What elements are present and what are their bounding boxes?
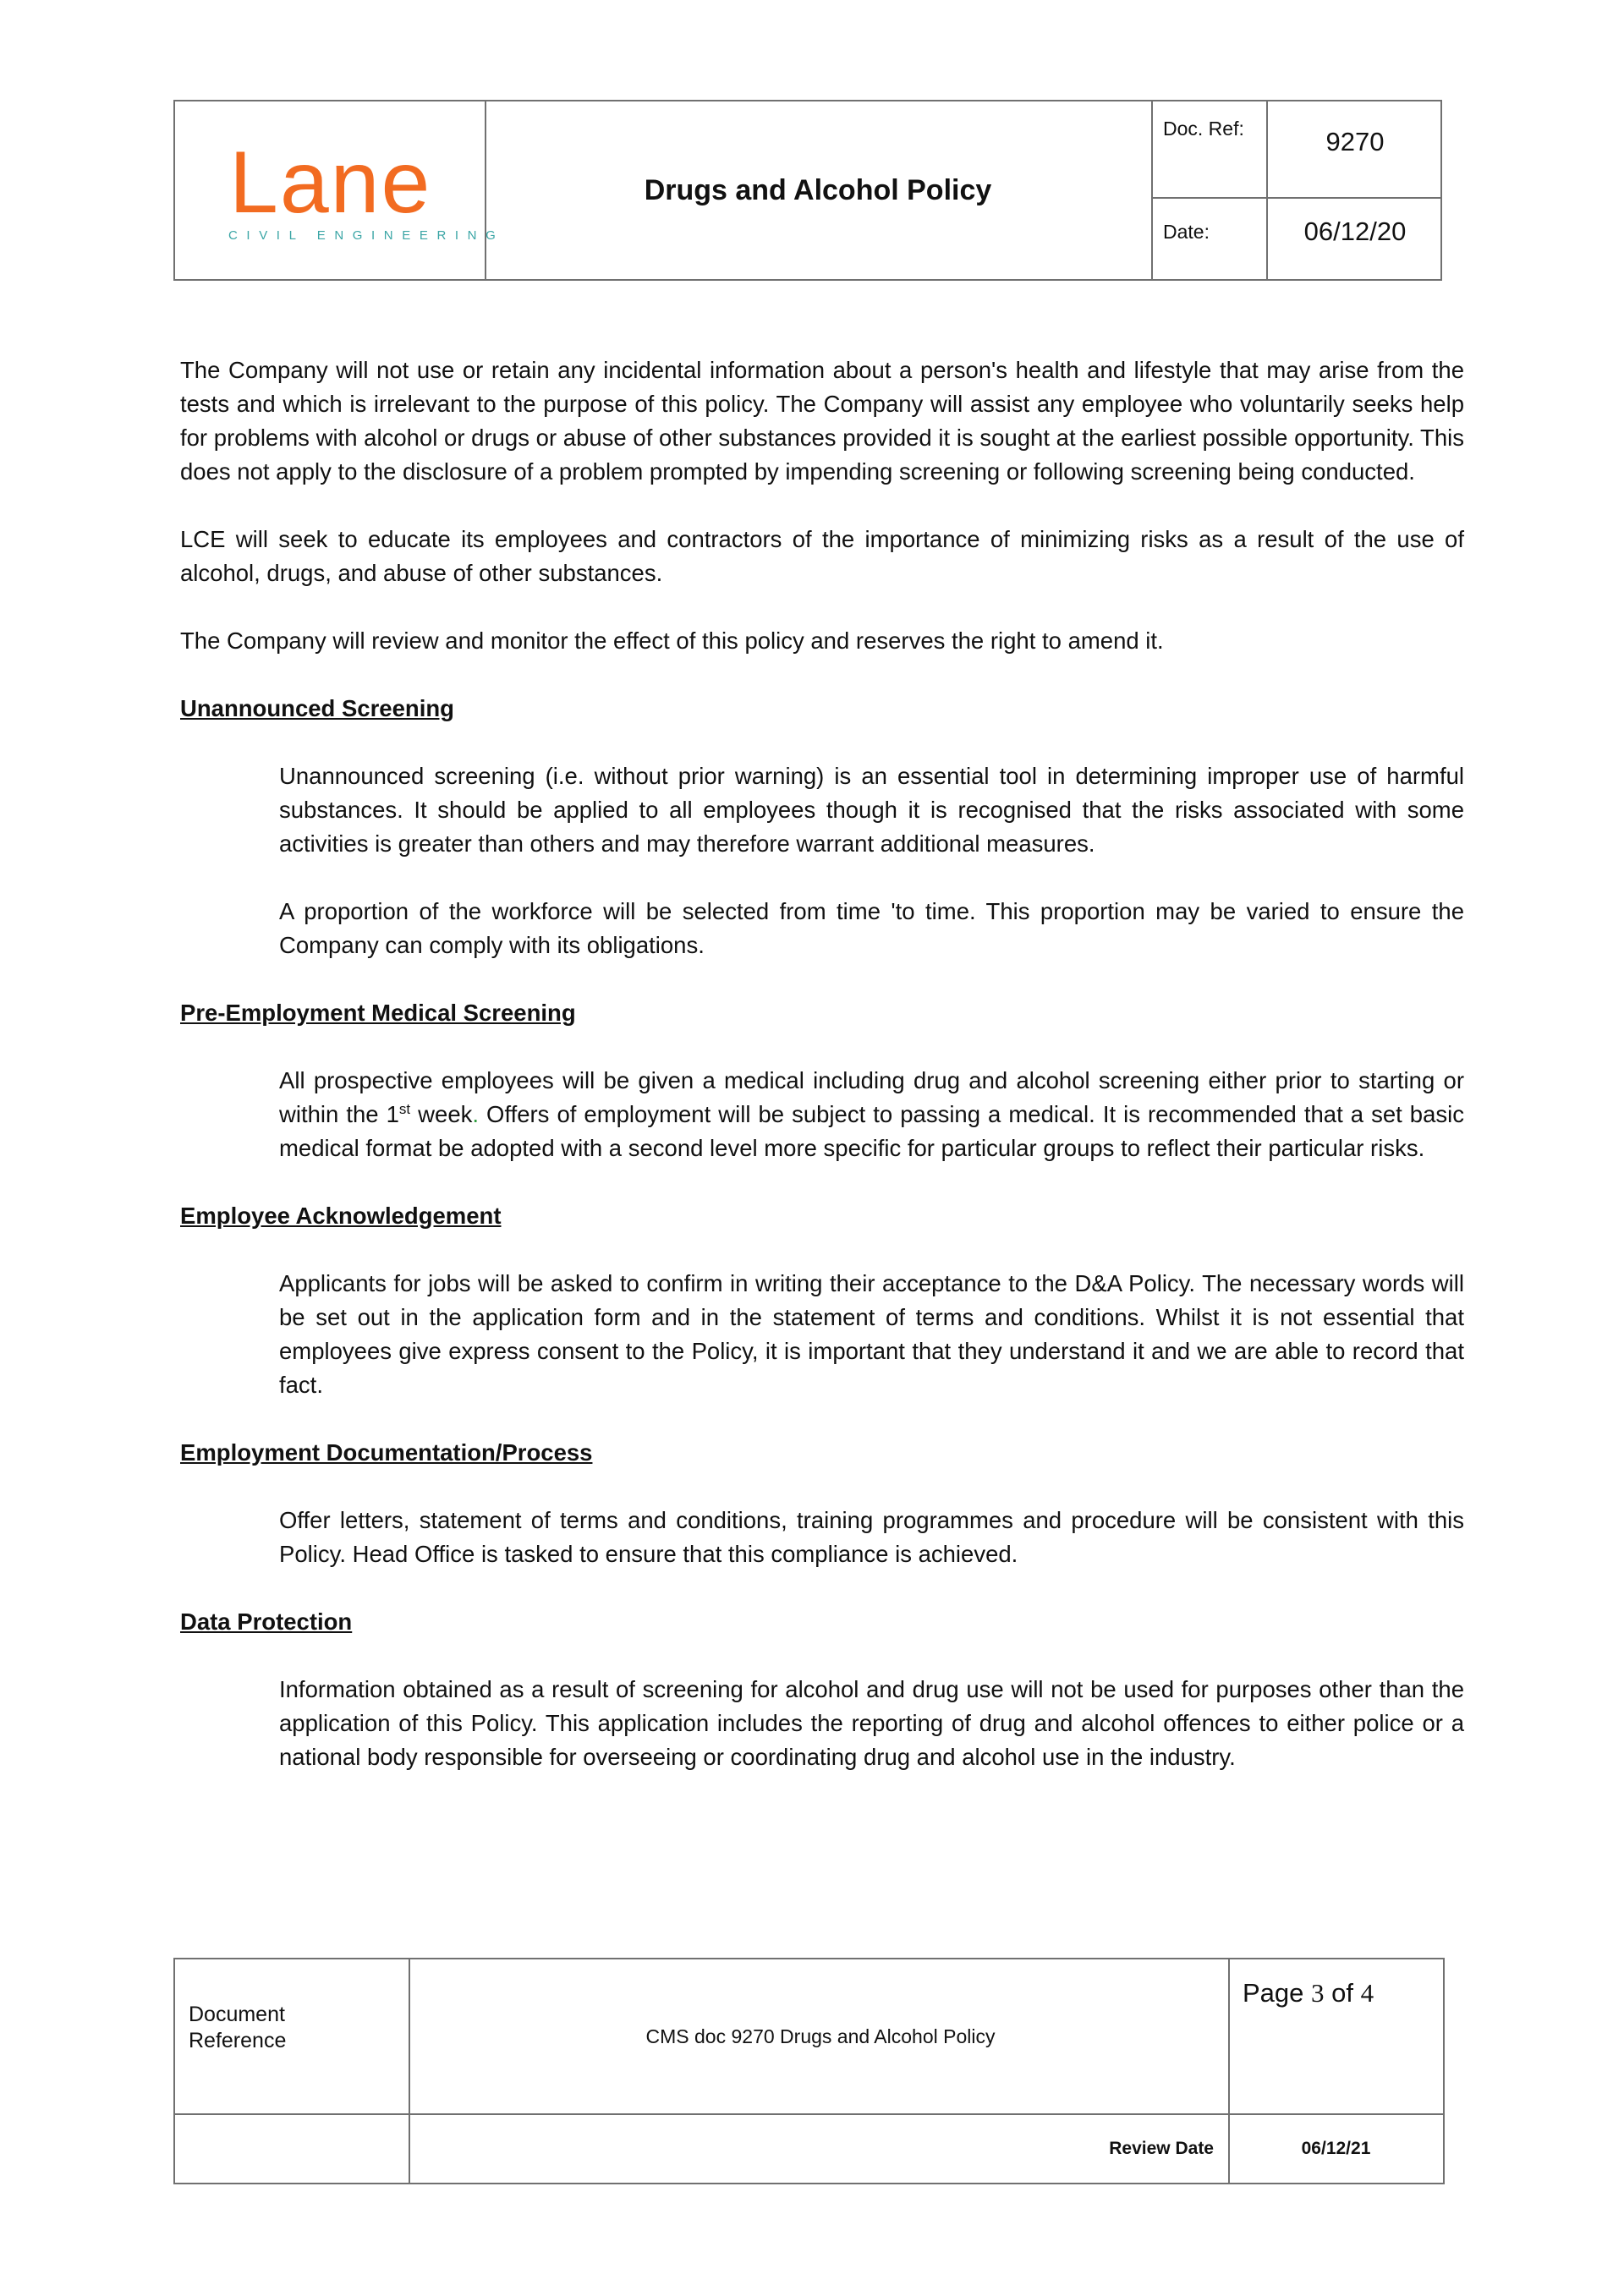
section-heading: Employee Acknowledgement [180, 1203, 502, 1229]
date-value: 06/12/20 [1303, 216, 1407, 246]
paragraph: Unannounced screening (i.e. without prior warning) is an essential tool in determining improper use of harmful substances. It should be applied to all employees though it is recognised that the risks associated with some activities is greater than others and may therefore warrant additional measures. [279, 763, 1464, 857]
section-heading: Data Protection [180, 1608, 353, 1635]
paragraph: Applicants for jobs will be asked to confirm in writing their acceptance to the D&A Policy. The necessary words will be set out in the application form and in the statement of terms and conditions. Whilst it is not essential that employees give express consent to the Policy, it is important that they understand it and we are able to record that fact. [279, 1270, 1464, 1398]
paragraph: A proportion of the workforce will be selected from time 'to time. This proportion may be varied to ensure the Company can comply with its obligations. [279, 898, 1464, 958]
page-of: of [1324, 1978, 1361, 2008]
paragraph-text: All prospective employees will be given a medical including drug and alcohol screening either prior to starting or within the 1 [279, 1067, 1464, 1127]
logo-wordmark: Lane [229, 134, 432, 232]
page-total: 4 [1360, 1978, 1374, 2008]
section-heading: Employment Documentation/Process [180, 1439, 593, 1466]
review-date-value: 06/12/21 [1301, 2139, 1371, 2158]
paragraph: The Company will review and monitor the effect of this policy and reserves the right to amend it. [180, 627, 1164, 654]
paragraph: Offer letters, statement of terms and conditions, training programmes and procedure will be consistent with this Policy. Head Office is tasked to ensure that this compliance is achieved. [279, 1507, 1464, 1567]
header-divider [1151, 101, 1153, 279]
header-table [173, 100, 1442, 281]
date-label: Date: [1163, 221, 1210, 243]
doc-ref-label: Doc. Ref: [1163, 118, 1244, 140]
logo-subtitle: CIVIL ENGINEERING [228, 228, 505, 243]
ordinal-suffix: st [398, 1100, 411, 1117]
company-logo [175, 101, 505, 279]
paragraph: The Company will not use or retain any incidental information about a person's health and lifestyle that may arise from the tests and which is irrelevant to the purpose of this policy. The Company will assist any employee who voluntarily seeks help for problems with alcohol or drugs or abuse of other substances provided it is sought at the earliest possible opportunity. This does not apply to the disclosure of a problem prompted by impending screening or following screening being conducted. [180, 357, 1464, 485]
paragraph-text: Offers of employment will be subject to passing a medical. It is recommended that a set basic medical format be adopted with a second level more specific for particular groups to reflect their particular risks. [279, 1101, 1464, 1161]
paragraph: Information obtained as a result of screening for alcohol and drug use will not be used for purposes other than the application of this Policy. This application includes the reporting of drug and alcohol offences to either police or a national body responsible for overseeing or coordinating drug and alcohol use in the industry. [279, 1676, 1464, 1770]
section-heading: Pre-Employment Medical Screening [180, 1000, 576, 1026]
document-body [180, 353, 1464, 1808]
document-title: Drugs and Alcohol Policy [644, 173, 992, 206]
paragraph [279, 1064, 1464, 1165]
section-heading: Unannounced Screening [180, 695, 454, 721]
paragraph: LCE will seek to educate its employees and contractors of the importance of minimizing risks as a result of the use of alcohol, drugs, and abuse of other substances. [180, 526, 1464, 586]
page-current: 3 [1311, 1978, 1325, 2008]
header-row-divider [1151, 197, 1440, 199]
page-prefix: Page [1243, 1978, 1312, 2008]
review-date-label: Review Date [1109, 2139, 1214, 2158]
footer-table [173, 1958, 1445, 2184]
doc-ref-value: 9270 [1325, 127, 1385, 156]
doc-reference-label: Document Reference [189, 2003, 287, 2052]
doc-reference-value: CMS doc 9270 Drugs and Alcohol Policy [645, 2025, 996, 2047]
paragraph-text: . [472, 1101, 480, 1127]
page-number [1243, 1978, 1374, 2008]
paragraph-text: week [410, 1101, 473, 1127]
